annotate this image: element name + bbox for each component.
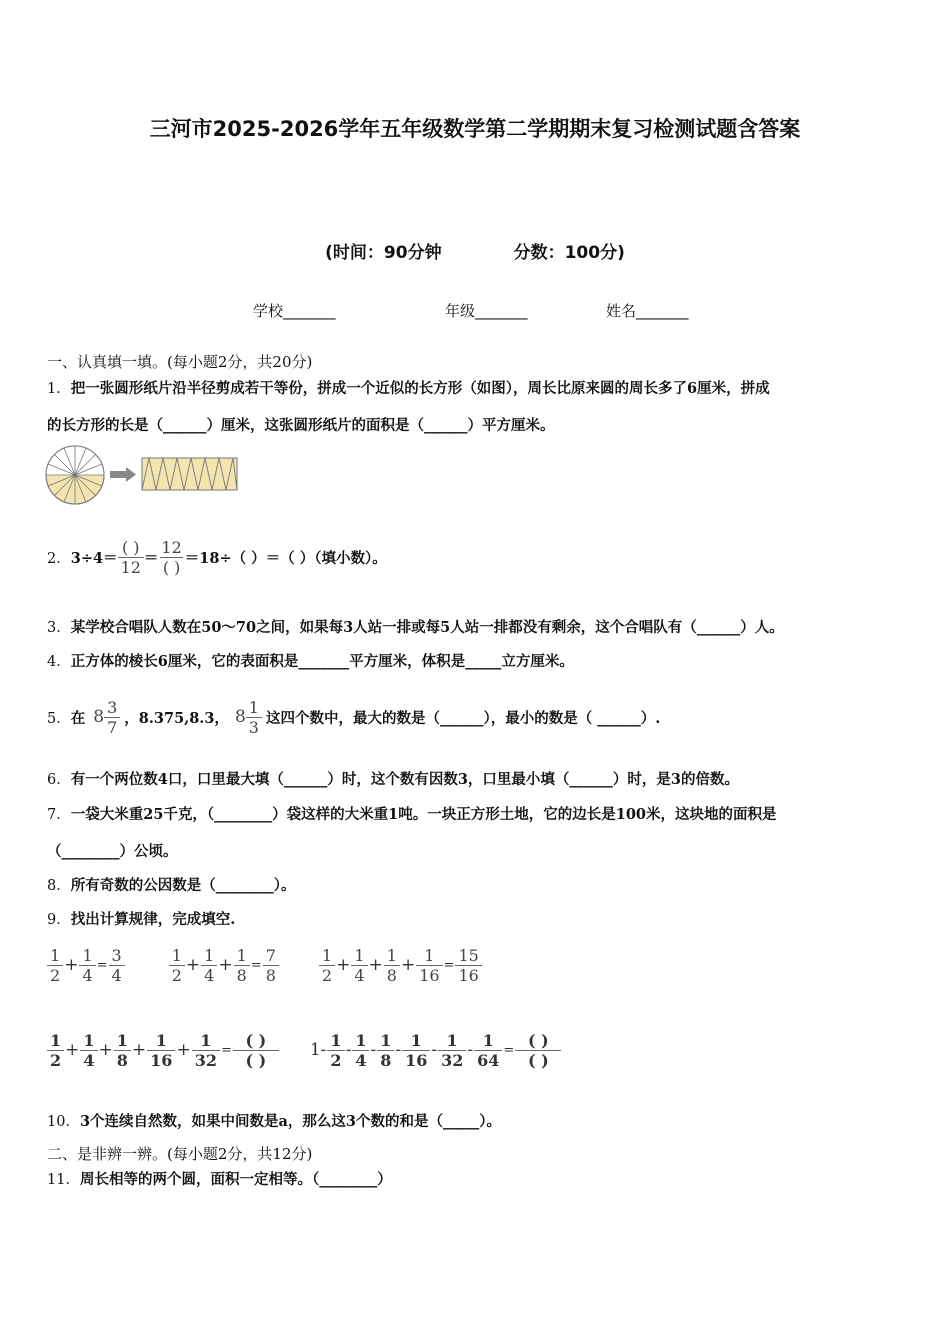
question-4	[47, 650, 574, 671]
equals-sign: =	[503, 1042, 515, 1058]
denominator: 16	[402, 1050, 430, 1070]
pattern-expression-3	[319, 946, 482, 985]
plus-sign: +	[98, 1040, 113, 1060]
fraction-term	[147, 1031, 175, 1070]
numerator: ( )	[527, 1030, 549, 1050]
denominator: 8	[114, 1050, 131, 1070]
question-text: 3个连续自然数，如果中间数是a，那么这3个数的和是（_____）。	[79, 1113, 502, 1130]
time-label: (时间：90分钟	[325, 243, 442, 263]
question-number: 9．	[47, 912, 71, 928]
numerator: 1	[236, 945, 247, 965]
numerator: 1	[355, 1030, 367, 1050]
question-text: 周长相等的两个圆，面积一定相等。（________）	[79, 1171, 392, 1188]
mixed-number-whole: 8	[234, 707, 246, 727]
denominator: 8	[377, 1050, 394, 1070]
numerator: 1	[116, 1030, 128, 1050]
fraction-blank-over-12	[118, 538, 144, 577]
circle-to-rectangle-figure	[44, 444, 240, 506]
numerator: 15	[458, 945, 479, 965]
equals-sign: =	[96, 957, 108, 973]
question-5	[47, 684, 660, 750]
result-fraction	[455, 946, 481, 985]
fraction-term	[384, 946, 400, 985]
numerator: 1	[83, 1030, 95, 1050]
question-7-line-2: （________）公顷。	[47, 843, 178, 860]
denominator: 64	[474, 1050, 502, 1070]
fraction-term	[438, 1031, 466, 1070]
plus-sign: +	[400, 955, 416, 975]
minus-sign: -	[467, 1040, 474, 1060]
fraction-term	[402, 1031, 430, 1070]
question-number: 7．	[47, 807, 71, 823]
denominator: 4	[201, 965, 217, 985]
question-number: 1．	[47, 381, 71, 397]
fraction-term	[319, 946, 335, 985]
grade-field: 年级_______	[445, 302, 528, 320]
numerator: 1	[354, 945, 365, 965]
pattern-expression-1	[47, 946, 125, 985]
equals-sign: =	[443, 957, 455, 973]
question-10	[47, 1110, 501, 1131]
pattern-expression-2	[169, 946, 279, 985]
fraction-term	[114, 1031, 131, 1070]
question-text: 一袋大米重25千克，（________）袋这样的大米重1吨。一块正方形土地，它的边长是100米，这块地的面积是	[70, 806, 777, 823]
denominator: 4	[79, 965, 95, 985]
question-number: 4．	[47, 654, 71, 670]
fraction-term	[327, 1031, 344, 1070]
mixed-number-whole: 8	[93, 707, 105, 727]
denominator: 8	[263, 965, 279, 985]
denominator: ( )	[233, 1050, 279, 1070]
pattern-expression-5	[309, 1031, 561, 1070]
numerator: 1	[82, 945, 93, 965]
numerator: 1	[446, 1030, 458, 1050]
denominator: 4	[352, 1050, 369, 1070]
pattern-row-1	[47, 940, 482, 990]
fraction-term	[416, 946, 442, 985]
question-text: 有一个两位数4口，口里最大填（______）时，这个数有因数3，口里最小填（______）时，是3的倍数。	[70, 771, 739, 788]
equals-sign: =	[220, 1042, 232, 1058]
denominator: 7	[104, 717, 120, 737]
fraction-term	[474, 1031, 502, 1070]
numerator: ( )	[121, 537, 140, 557]
numerator: 3	[111, 945, 122, 965]
denominator: 2	[319, 965, 335, 985]
q2-suffix: ＝18÷（ ）＝（ ）（填小数）。	[184, 549, 387, 567]
plus-sign: +	[64, 955, 79, 975]
fraction-term	[80, 1031, 97, 1070]
fraction-term	[351, 946, 367, 985]
minus-sign: -	[370, 1040, 377, 1060]
numerator: 1	[330, 1030, 342, 1050]
fraction-term	[201, 946, 217, 985]
section-1-heading: 一、认真填一填。(每小题2分，共20分)	[47, 353, 313, 371]
denominator: 2	[47, 965, 63, 985]
section-2-heading: 二、是非辨一辨。(每小题2分，共12分)	[47, 1145, 313, 1163]
arrow-icon	[110, 467, 136, 482]
fraction-term	[192, 1031, 220, 1070]
numerator: 1	[248, 697, 259, 717]
minus-sign: -	[395, 1040, 402, 1060]
minus-sign: -	[345, 1040, 352, 1060]
mixed-number-fraction	[104, 698, 120, 737]
exam-meta	[0, 238, 950, 263]
q5-middle: ，8.375,8.3，	[124, 709, 229, 727]
denominator: 4	[109, 965, 125, 985]
denominator: 32	[192, 1050, 220, 1070]
denominator: 16	[416, 965, 442, 985]
denominator: 4	[351, 965, 367, 985]
fraction-term	[352, 1031, 369, 1070]
denominator: 16	[147, 1050, 175, 1070]
numerator: 3	[107, 697, 118, 717]
question-text: 正方体的棱长6厘米，它的表面积是_______平方厘米，体积是_____立方厘米。	[70, 653, 574, 670]
numerator: 1	[386, 945, 397, 965]
fraction-term	[47, 946, 63, 985]
question-number: 11．	[47, 1172, 80, 1188]
numerator: 1	[200, 1030, 212, 1050]
question-7	[47, 803, 777, 824]
plus-sign: +	[131, 1040, 147, 1060]
score-label: 分数：100分)	[513, 243, 625, 263]
fraction-term	[377, 1031, 394, 1070]
question-1	[47, 377, 770, 398]
question-2	[47, 529, 387, 585]
numerator: 1	[204, 945, 215, 965]
numerator: 1	[50, 1030, 62, 1050]
numerator: 1	[380, 1030, 392, 1050]
denominator: 8	[384, 965, 400, 985]
minus-sign: -	[431, 1040, 438, 1060]
denominator: 12	[118, 557, 144, 577]
question-3	[47, 616, 784, 637]
fraction-term	[169, 946, 185, 985]
denominator: ( )	[515, 1050, 561, 1070]
question-number: 6．	[47, 772, 71, 788]
q5-suffix: 这四个数中，最大的数是（______），最小的数是（ ______）.	[265, 709, 661, 727]
denominator: 8	[234, 965, 250, 985]
denominator: 16	[455, 965, 481, 985]
plus-sign: +	[368, 955, 383, 975]
denominator: ( )	[160, 557, 184, 577]
page-title: 三河市2025-2026学年五年级数学第二学期期末复习检测试题含答案	[149, 117, 801, 141]
fraction-12-over-blank	[158, 538, 184, 577]
numerator: 7	[265, 945, 276, 965]
question-number: 2．	[47, 550, 71, 567]
pattern-row-2	[47, 1022, 561, 1078]
question-11	[47, 1168, 392, 1189]
question-number: 8．	[47, 878, 71, 894]
denominator: 4	[80, 1050, 97, 1070]
numerator: 1	[171, 945, 182, 965]
rearranged-rectangle-diagram	[142, 458, 237, 490]
question-text: 某学校合唱队人数在50～70之间，如果每3人站一排或每5人站一排都没有剩余，这个合唱队有（______）人。	[70, 619, 784, 636]
plus-sign: +	[65, 1040, 80, 1060]
numerator: 1	[321, 945, 333, 965]
question-number: 5．	[47, 710, 71, 727]
q5-prefix: 在	[70, 709, 86, 727]
result-fraction	[109, 946, 125, 985]
numerator: 1	[424, 945, 435, 965]
answer-blank-fraction	[515, 1031, 561, 1070]
question-text: 所有奇数的公因数是（________）。	[70, 877, 296, 894]
numerator: 1	[410, 1030, 422, 1050]
school-field: 学校_______	[253, 302, 336, 320]
equals-sign: =	[250, 957, 262, 973]
numerator: 12	[161, 537, 182, 557]
plus-sign: +	[218, 955, 233, 975]
answer-blank-fraction	[233, 1031, 279, 1070]
plus-sign: +	[185, 955, 201, 975]
plus-sign: +	[336, 955, 351, 975]
equals-sign: ＝	[143, 549, 159, 567]
fraction-term	[234, 946, 250, 985]
question-number: 3．	[47, 620, 71, 636]
question-8	[47, 874, 295, 895]
result-fraction	[263, 946, 279, 985]
denominator: 3	[246, 717, 262, 737]
question-9	[47, 908, 235, 929]
fraction-term	[79, 946, 95, 985]
numerator: ( )	[245, 1030, 267, 1050]
q2-prefix: 3÷4＝	[70, 549, 118, 567]
numerator: 1	[50, 945, 61, 965]
fraction-term	[47, 1031, 64, 1070]
mixed-number-fraction	[246, 698, 262, 737]
question-text: 把一张圆形纸片沿半径剪成若干等份，拼成一个近似的长方形（如图），周长比原来圆的周长多了6厘米，拼成	[70, 380, 770, 397]
question-text: 找出计算规律，完成填空.	[70, 911, 236, 928]
question-6	[47, 768, 739, 789]
denominator: 2	[327, 1050, 344, 1070]
numerator: 1	[155, 1030, 167, 1050]
denominator: 2	[169, 965, 185, 985]
lead-term: 1-	[309, 1040, 327, 1060]
name-field: 姓名_______	[606, 302, 689, 320]
cut-circle-diagram	[46, 446, 104, 504]
question-number: 10．	[47, 1114, 80, 1130]
pattern-expression-4	[47, 1031, 279, 1070]
question-1-line-2: 的长方形的长是（______）厘米，这张圆形纸片的面积是（______）平方厘米。	[47, 417, 555, 434]
denominator: 2	[47, 1050, 64, 1070]
numerator: 1	[482, 1030, 494, 1050]
plus-sign: +	[176, 1040, 191, 1060]
denominator: 32	[438, 1050, 466, 1070]
